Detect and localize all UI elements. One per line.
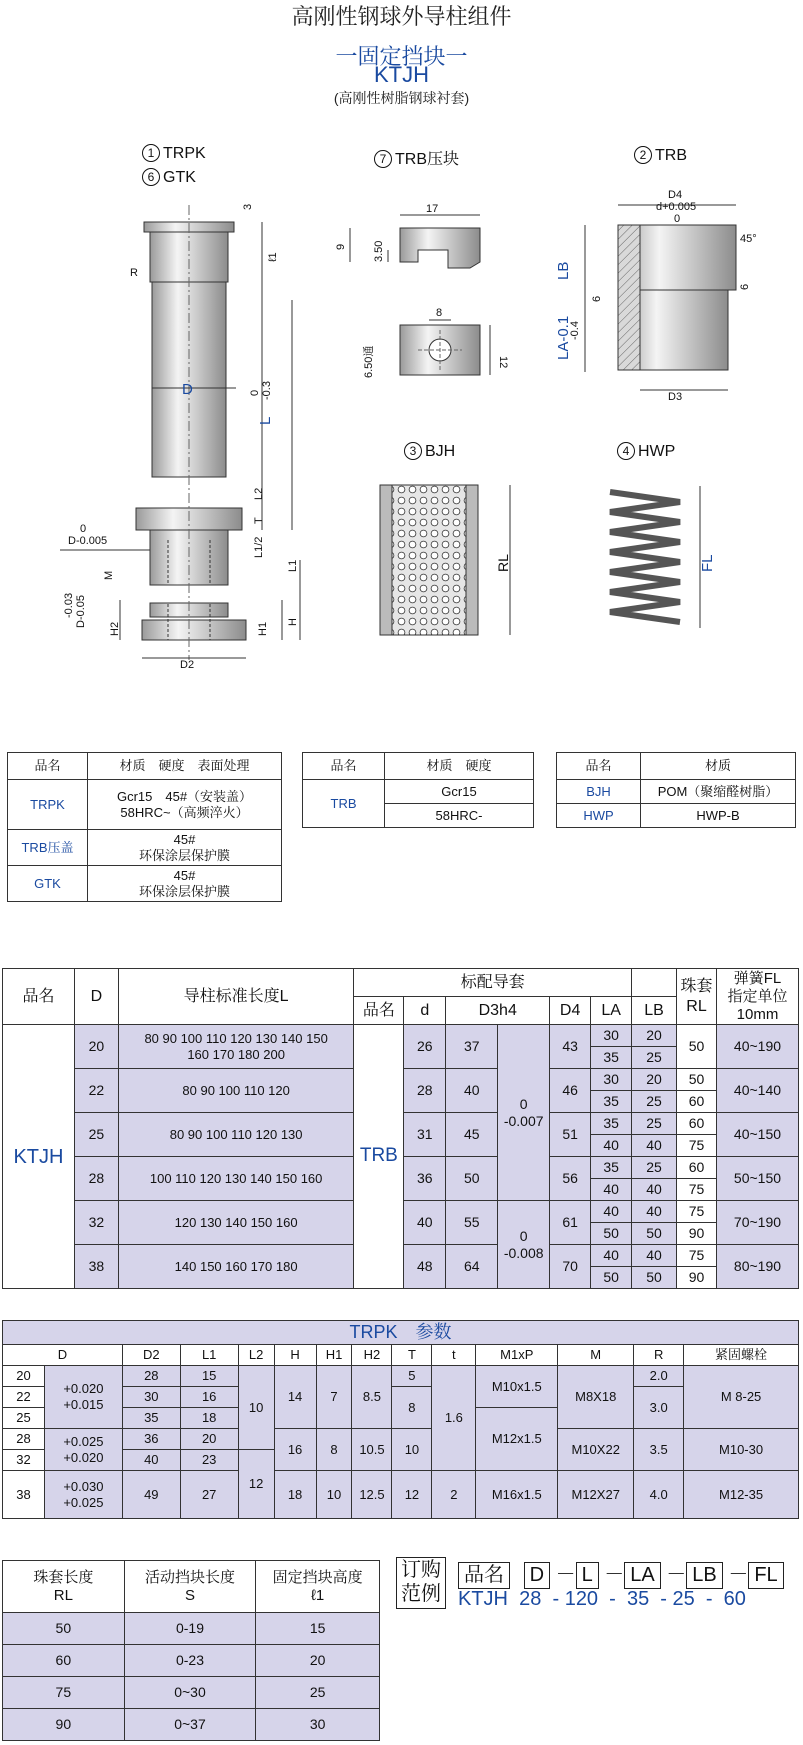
l1-cell: 20 [256,1645,380,1677]
s-cell: 0-19 [124,1613,256,1645]
part-name: TRPK [163,145,206,162]
sd-cell: 36 [404,1157,446,1201]
m1xp-cell: M10x1.5 [476,1366,558,1408]
order-dash: － [555,1564,576,1586]
d4-cell: 43 [550,1025,591,1069]
h1-cell: 10 [316,1471,352,1519]
d4-cell: 46 [550,1069,591,1113]
product-code: KTJH [374,62,429,87]
order-dash: － [604,1564,625,1586]
lb-cell: 40 [632,1201,677,1223]
order-code-row [458,1558,784,1589]
trpk-table-title: TRPK 参数 [3,1321,799,1345]
dim-l-tol-top: 0 [249,389,261,396]
d4-cell: 61 [550,1201,591,1245]
rl-cell: 90 [3,1709,125,1741]
sd-cell: 31 [404,1113,446,1157]
tt-cell: 2 [432,1471,476,1519]
fl-cell: 70~190 [716,1201,798,1245]
lb-cell: 40 [632,1179,677,1201]
dim-8: 8 [436,307,443,319]
la-cell: 40 [591,1245,632,1267]
l1-cell: 25 [256,1677,380,1709]
h-cell: 16 [274,1429,316,1471]
d-cell: 22 [3,1387,45,1408]
subtitle: 一固定挡块一 [335,44,468,69]
part-number: 7 [374,150,392,168]
l1-cell: 27 [180,1471,238,1519]
part-number: 2 [634,146,652,164]
fl-cell: 40~190 [716,1025,798,1069]
order-code-fl: FL [748,1562,783,1589]
r-cell: 3.5 [634,1429,684,1471]
d-cell: 38 [3,1471,45,1519]
dim-d2: D2 [180,659,195,671]
col-header: D [74,969,118,1025]
bolt-cell: M 8-25 [684,1366,799,1429]
m-cell: M8X18 [558,1366,634,1429]
tol-005: D-0.05 [75,594,87,628]
hwp-drawing [610,486,716,628]
dim-l1: ℓ1 [267,252,279,262]
col-header: LA [591,997,632,1025]
h2-cell: 10.5 [352,1429,392,1471]
order-name-box: 品名 [458,1562,510,1589]
m-cell: M12X27 [558,1471,634,1519]
dim-lb: LB [555,261,572,280]
col-header: 材质 硬度 [385,753,534,780]
la-cell: 50 [591,1223,632,1245]
l1-cell: 15 [180,1366,238,1387]
dim-l-tol-bot: -0.3 [261,381,273,400]
dim-m: M [103,570,115,580]
la-cell: 35 [591,1091,632,1113]
t-cell: 5 [392,1366,432,1387]
length-cell: 140 150 160 170 180 [118,1245,353,1289]
rl-cell: 60 [3,1645,125,1677]
d-cell: 25 [74,1113,118,1157]
rl-cell: 60 [677,1157,717,1179]
lb-cell: 50 [632,1267,677,1289]
la-cell: 35 [591,1047,632,1069]
l1-cell: 18 [180,1408,238,1429]
rl-cell: 75 [677,1245,717,1267]
tol-cell: +0.030 +0.025 [44,1471,122,1519]
order-code-lb: LB [686,1562,722,1589]
mat-value: 58HRC- [385,804,534,828]
tol-cell: +0.020 +0.015 [44,1366,122,1429]
fl-cell: 40~150 [716,1113,798,1157]
m-cell: M10X22 [558,1429,634,1471]
mat-name: TRB [303,780,385,828]
mat-name: HWP [557,804,641,828]
dim-la: LA-0.1 [555,315,572,360]
d2-cell: 35 [122,1408,180,1429]
la-cell: 50 [591,1267,632,1289]
mat-value: Gcr15 45#（安装盖） 58HRC~（高频淬火） [88,780,282,830]
col-header: 品名 [303,753,385,780]
d4-cell: 51 [550,1113,591,1157]
mat-value: Gcr15 [385,780,534,804]
part-name: BJH [425,443,456,460]
order-code-l: L [576,1562,599,1589]
dim-rl: RL [495,554,511,572]
col-header: 材质 [641,753,796,780]
d-cell: 32 [3,1450,45,1471]
col-header: 固定挡块高度 ℓ1 [256,1561,380,1613]
main-spec-table [2,968,799,1289]
t-cell: 10 [392,1429,432,1471]
part-name: TRB [655,147,687,164]
lb-cell: 20 [632,1069,677,1091]
col-header: D3h4 [446,997,550,1025]
col-header: LB [632,997,677,1025]
r-cell: 2.0 [634,1366,684,1387]
d3-cell: 55 [446,1201,498,1245]
d2-cell: 36 [122,1429,180,1450]
dim-t: T [253,517,265,524]
col-header: R [634,1345,684,1366]
col-header: D [3,1345,123,1366]
tol-zero: 0 [80,523,87,535]
dim-3-50: 3.50 [373,240,385,262]
col-header: 珠套长度 RL [3,1561,125,1613]
mat-value: HWP-B [641,804,796,828]
tol-003: -0.03 [63,592,75,618]
rl-cell: 50 [3,1613,125,1645]
lb-cell: 20 [632,1025,677,1047]
part-number: 6 [142,168,160,186]
d3-cell: 64 [446,1245,498,1289]
length-cell: 80 90 100 110 120 [118,1069,353,1113]
col-header: L1 [180,1345,238,1366]
col-header: L2 [238,1345,274,1366]
d-cell: 32 [74,1201,118,1245]
page-title: 高刚性钢球外导柱组件 [291,4,512,29]
tol-cell: +0.025 +0.020 [44,1429,122,1471]
d2-cell: 28 [122,1366,180,1387]
rl-cell: 75 [677,1179,717,1201]
bolt-cell: M10-30 [684,1429,799,1471]
la-cell: 35 [591,1157,632,1179]
rl-cell: 90 [677,1267,717,1289]
order-example: KTJH 28 - 120 - 35 - 25 - 60 [458,1588,746,1610]
dim-d4: D4 [668,189,683,201]
lb-cell: 40 [632,1135,677,1157]
rl-cell: 50 [677,1025,717,1069]
l2-cell: 12 [238,1450,274,1519]
mat-name: TRPK [8,780,88,830]
d-cell: 22 [74,1069,118,1113]
subtitle-note: (高刚性树脂钢球衬套) [333,90,470,106]
col-header: 标配导套 [354,969,632,997]
trb-drawing [555,189,757,403]
part-name: HWP [638,443,676,460]
t-cell: 12 [392,1471,432,1519]
order-dash: － [666,1564,687,1586]
trpk-param-table [2,1320,799,1519]
col-header: 品名 [557,753,641,780]
dim-d-zero: 0 [674,213,681,225]
material-table-trb [302,752,534,828]
order-label: 订购 范例 [396,1557,446,1609]
length-cell: 100 110 120 130 140 150 160 [118,1157,353,1201]
length-cell: 80 90 100 110 120 130 140 150 160 170 180 200 [118,1025,353,1069]
rl-cell: 60 [677,1113,717,1135]
lb-cell: 25 [632,1047,677,1069]
tol-cell: 0 -0.007 [498,1025,550,1201]
dim-d-tol: d+0.005 [656,201,697,213]
la-cell: 40 [591,1201,632,1223]
s-cell: 0-23 [124,1645,256,1677]
l1-cell: 23 [180,1450,238,1471]
col-header: T [392,1345,432,1366]
dim-fl: FL [699,554,716,572]
mat-value: POM（聚缩醛树脂） [641,780,796,804]
d-cell: 20 [74,1025,118,1069]
part-number: 1 [142,144,160,162]
sd-cell: 40 [404,1201,446,1245]
d3-cell: 40 [446,1069,498,1113]
mat-name: BJH [557,780,641,804]
rl-cell: 75 [677,1135,717,1157]
h1-cell: 7 [316,1366,352,1429]
col-header: M1xP [476,1345,558,1366]
dim-l2: L2 [253,487,265,500]
r-cell: 3.0 [634,1387,684,1429]
d-cell: 20 [3,1366,45,1387]
lb-cell: 25 [632,1113,677,1135]
lb-cell: 50 [632,1223,677,1245]
rl-table [2,1560,380,1741]
dim-3: 3 [242,203,254,210]
dim-la-tol: -0.4 [569,321,581,340]
dim-12: 12 [497,356,509,369]
fl-cell: 50~150 [716,1157,798,1201]
col-header: H [274,1345,316,1366]
lb-cell: 40 [632,1245,677,1267]
dim-l1-half: L1/2 [253,536,265,558]
col-header: H1 [316,1345,352,1366]
material-table-trpk [7,752,282,902]
fl-cell: 80~190 [716,1245,798,1289]
r-cell: 4.0 [634,1471,684,1519]
col-header: 品名 [8,753,88,780]
la-cell: 40 [591,1135,632,1157]
part-name: TRB压块 [395,151,460,168]
bjh-drawing [380,485,511,635]
fl-cell: 40~140 [716,1069,798,1113]
rl-cell: 75 [3,1677,125,1709]
d-cell: 28 [3,1429,45,1450]
dim-6-50: 6.50通 [363,345,375,378]
t-cell: 8 [392,1387,432,1429]
col-header: 导柱标准长度L [118,969,353,1025]
part-name: GTK [163,169,196,186]
h-cell: 18 [274,1471,316,1519]
mat-value: 45# 环保涂层保护膜 [88,866,282,902]
mat-value: 45# 环保涂层保护膜 [88,830,282,866]
la-cell: 30 [591,1069,632,1091]
dim-h2: H2 [109,621,121,636]
m1xp-cell: M12x1.5 [476,1408,558,1471]
dim-6a: 6 [591,295,603,302]
dim-h: H [287,618,299,626]
col-header: d [404,997,446,1025]
d3-cell: 50 [446,1157,498,1201]
sd-cell: 48 [404,1245,446,1289]
dim-r: R [130,267,138,279]
l1-cell: 30 [256,1709,380,1741]
sd-cell: 28 [404,1069,446,1113]
l1-cell: 20 [180,1429,238,1450]
h2-cell: 8.5 [352,1366,392,1429]
lb-cell: 25 [632,1157,677,1179]
dim-d3: D3 [668,391,683,403]
m1xp-cell: M16x1.5 [476,1471,558,1519]
dim-17: 17 [426,203,439,215]
col-header: 紧固螺栓 [684,1345,799,1366]
length-cell: 80 90 100 110 120 130 [118,1113,353,1157]
dim-h1: H1 [257,621,269,636]
mat-name: TRB压盖 [8,830,88,866]
part-number: 4 [617,442,635,460]
mat-name: GTK [8,866,88,902]
col-header: 品名 [354,997,404,1025]
d2-cell: 49 [122,1471,180,1519]
col-header: 活动挡块长度 S [124,1561,256,1613]
product-code-cell: KTJH [3,1025,75,1289]
h-cell: 14 [274,1366,316,1429]
tol-cell: 0 -0.008 [498,1201,550,1289]
col-header: D2 [122,1345,180,1366]
dim-45: 45° [740,233,757,245]
h2-cell: 12.5 [352,1471,392,1519]
dim-9: 9 [335,243,347,250]
order-code-la: LA [624,1562,660,1589]
sd-cell: 26 [404,1025,446,1069]
rl-cell: 50 [677,1069,717,1091]
l1-cell: 16 [180,1387,238,1408]
length-cell: 120 130 140 150 160 [118,1201,353,1245]
d4-cell: 56 [550,1157,591,1201]
la-cell: 30 [591,1025,632,1047]
dim-6b: 6 [739,283,751,290]
order-dash: － [728,1564,749,1586]
la-cell: 40 [591,1179,632,1201]
s-cell: 0~30 [124,1677,256,1709]
d-cell: 38 [74,1245,118,1289]
col-header: 弹簧FL 指定单位 10mm [716,969,798,1025]
dim-d: D [182,381,193,398]
d-cell: 25 [3,1408,45,1429]
s-cell: 0~37 [124,1709,256,1741]
dim-l1b: L1 [287,559,299,572]
rl-cell: 60 [677,1091,717,1113]
material-table-bjh-hwp [556,752,796,828]
col-header: H2 [352,1345,392,1366]
trb-block-drawing [335,203,509,378]
d-cell: 28 [74,1157,118,1201]
bolt-cell: M12-35 [684,1471,799,1519]
dim-l: L [257,416,274,425]
d2-cell: 30 [122,1387,180,1408]
d2-cell: 40 [122,1450,180,1471]
col-header: M [558,1345,634,1366]
l1-cell: 15 [256,1613,380,1645]
order-code-d: D [524,1562,550,1589]
d3-cell: 37 [446,1025,498,1069]
h1-cell: 8 [316,1429,352,1471]
col-header: 材质 硬度 表面处理 [88,753,282,780]
col-header: 珠套 RL [677,969,717,1025]
lb-cell: 25 [632,1091,677,1113]
l2-cell: 10 [238,1366,274,1450]
rl-cell: 75 [677,1201,717,1223]
technical-drawings [0,0,803,700]
col-header: 品名 [3,969,75,1025]
bushing-code-cell: TRB [354,1025,404,1289]
d4-cell: 70 [550,1245,591,1289]
tt-cell: 1.6 [432,1366,476,1471]
rl-cell: 90 [677,1223,717,1245]
trpk-drawing [60,204,300,671]
part-number: 3 [404,442,422,460]
col-header: D4 [550,997,591,1025]
col-header [632,969,677,997]
la-cell: 35 [591,1113,632,1135]
d3-cell: 45 [446,1113,498,1157]
tol-d: D-0.005 [68,535,108,547]
col-header: t [432,1345,476,1366]
